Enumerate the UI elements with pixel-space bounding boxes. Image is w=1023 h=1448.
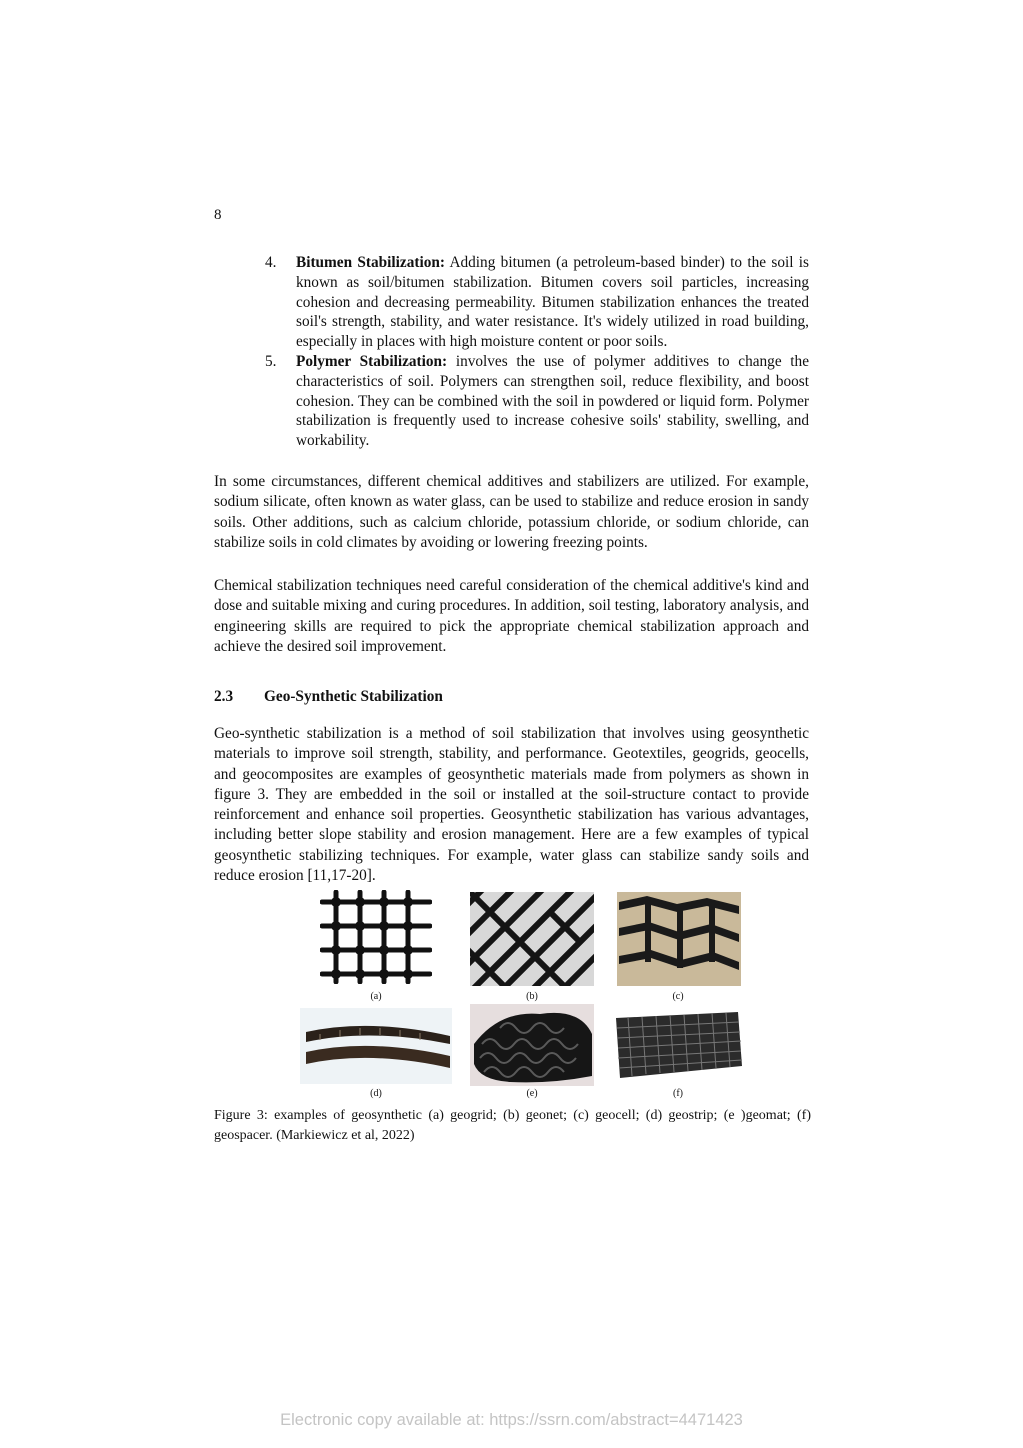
paragraph-geosynthetic: Geo-synthetic stabilization is a method of soil stabilization that involves using geosynthetic materials to improve soil strength, stability, and performance. Geotextiles, geogrids, geocells, and geocomposites are examples of geosynthetic materials made from polymers as shown in figure 3. They are embedded in the soil or installed at the soil-structure contact to provide reinforcement and enhance soil properties. Geosynthetic stabilization has various advantages, including better slope stability and erosion management. Here are a few examples of typical geosynthetic stabilizing techniques. For example, water glass can stabilize sandy soils and reduce erosion [11,17-20]. xyxy=(214,725,809,885)
panel-label-b: (b) xyxy=(526,991,538,1002)
geonet-image xyxy=(470,892,594,986)
stabilization-list xyxy=(214,253,809,451)
geomat-image xyxy=(470,1004,594,1086)
list-item-number: 4. xyxy=(265,254,277,271)
ssrn-footer-watermark: Electronic copy available at: https://ssrn.com/abstract=4471423 xyxy=(280,1411,743,1429)
geocell-image xyxy=(617,892,741,986)
panel-label-a: (a) xyxy=(370,991,382,1002)
list-item-text: Adding bitumen (a petroleum-based binder) to the soil is known as soil/bitumen stabilization. Bitumen covers soil particles, increasing cohesion and decreasing permeability. Bitumen stabilization enhances the treated soil's strength, stability, and water resistance. It's widely utilized in road building, especially in places with high moisture content or poor soils. xyxy=(296,254,809,351)
paragraph-chemical-additives: In some circumstances, different chemical additives and stabilizers are utilized. For example, sodium silicate, often known as water glass, can be used to stabilize and reduce erosion in sandy soils. Other additions, such as calcium chloride, potassium chloride, or sodium chloride, can stabilize soils in cold climates by avoiding or lowering freezing points. xyxy=(214,473,809,551)
geostrip-image xyxy=(300,1008,452,1084)
geospacer-image xyxy=(610,1008,744,1084)
list-item xyxy=(214,352,809,451)
panel-label-c: (c) xyxy=(672,991,684,1002)
section-heading xyxy=(214,688,443,706)
list-item xyxy=(214,253,809,352)
list-item-title: Bitumen Stabilization: xyxy=(296,254,445,271)
list-item-title: Polymer Stabilization: xyxy=(296,352,448,370)
list-item-text: involves the use of polymer additives to change the characteristics of soil. Polymers can strengthen soil, reduce flexibility, and boost cohesion. They can be combined with the soil in powdered or liquid form. Polymer stabilization is frequently used to increase cohesive soils' stability, swelling, and workability. xyxy=(296,352,809,450)
panel-label-d: (d) xyxy=(370,1088,382,1099)
section-number: 2.3 xyxy=(214,688,234,705)
page-number: 8 xyxy=(214,207,222,223)
list-item-number: 5. xyxy=(265,352,277,370)
panel-label-f: (f) xyxy=(673,1088,683,1099)
section-title: Geo-Synthetic Stabilization xyxy=(264,688,443,705)
figure-caption: Figure 3: examples of geosynthetic (a) geogrid; (b) geonet; (c) geocell; (d) geostrip; (e )geomat; (f) geospacer. (Markiewicz et al, 2022) xyxy=(214,1108,811,1143)
geogrid-image xyxy=(320,890,432,984)
figure-3 xyxy=(300,890,745,1104)
panel-label-e: (e) xyxy=(526,1088,538,1099)
paragraph-chemical-techniques: Chemical stabilization techniques need careful consideration of the chemical additive's kind and dose and suitable mixing and curing procedures. In addition, soil testing, laboratory analysis, and engineering skills are required to pick the appropriate chemical stabilization approach and achieve the desired soil improvement. xyxy=(214,577,809,655)
